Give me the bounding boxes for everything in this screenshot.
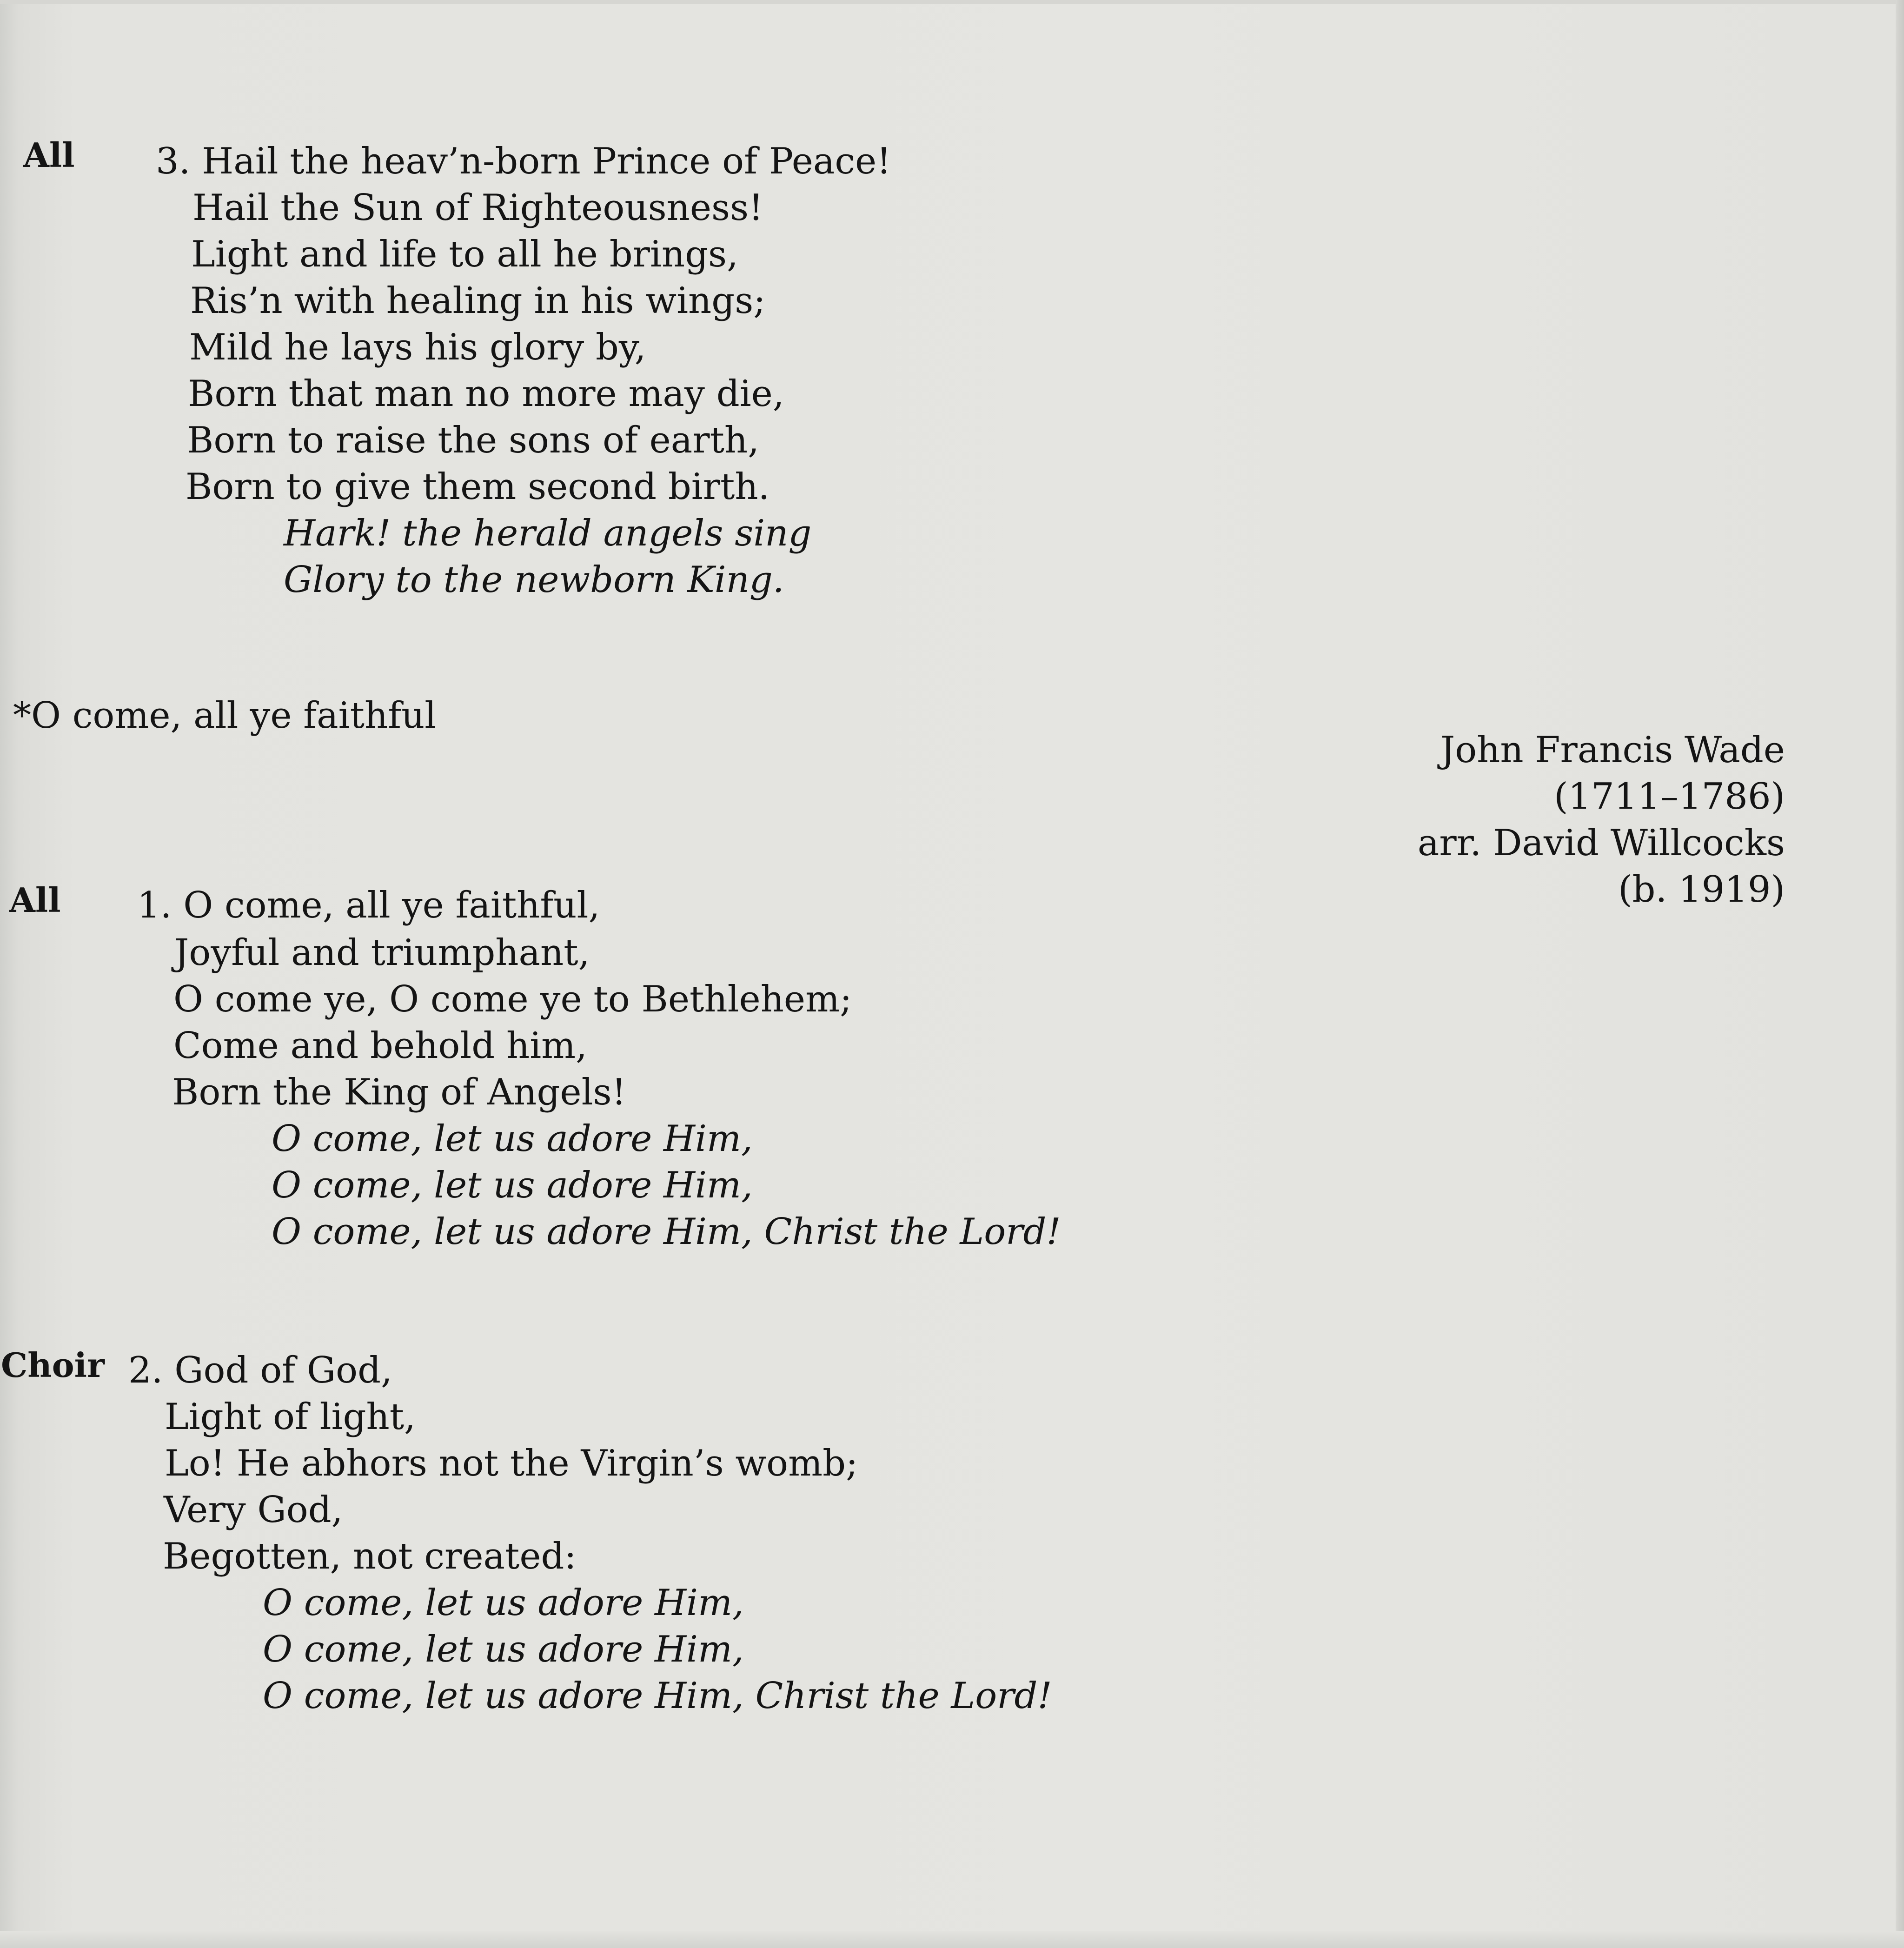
- refrain-line: O come, let us adore Him,: [263, 1582, 744, 1624]
- performer-label-all: All: [9, 880, 61, 920]
- page-top-edge: [0, 0, 1904, 4]
- verse-line: Very God,: [164, 1489, 343, 1531]
- performer-label-all: All: [23, 135, 75, 175]
- verse-line: Lo! He abhors not the Virgin’s womb;: [165, 1443, 858, 1484]
- refrain-line: O come, let us adore Him,: [272, 1118, 753, 1160]
- composer-dates: (1711–1786): [1554, 776, 1785, 818]
- page-bottom-edge: [0, 1931, 1904, 1948]
- verse-line: Hail the Sun of Righteousness!: [192, 187, 763, 229]
- verse-line: O come ye, O come ye to Bethlehem;: [173, 978, 852, 1020]
- refrain-line: Glory to the newborn King.: [284, 559, 784, 601]
- verse-line: Mild he lays his glory by,: [189, 326, 646, 368]
- verse-line: Come and behold him,: [173, 1025, 587, 1067]
- verse-line: Light of light,: [165, 1396, 416, 1438]
- verse-line: Light and life to all he brings,: [191, 233, 738, 275]
- verse-line: 1. O come, all ye faithful,: [137, 884, 600, 926]
- verse-line: Ris’n with healing in his wings;: [190, 280, 766, 322]
- verse-line: Born that man no more may die,: [188, 373, 784, 415]
- verse-line: 2. God of God,: [128, 1350, 392, 1391]
- verse-line: Begotten, not created:: [163, 1536, 577, 1577]
- refrain-line: O come, let us adore Him,: [263, 1629, 744, 1670]
- verse-line: Born to give them second birth.: [186, 466, 770, 508]
- verse-line: Born the King of Angels!: [172, 1071, 626, 1113]
- hymn-title: *O come, all ye faithful: [13, 695, 437, 737]
- refrain-line: O come, let us adore Him,: [272, 1164, 753, 1206]
- refrain-line: Hark! the herald angels sing: [284, 512, 812, 554]
- refrain-line: O come, let us adore Him, Christ the Lord!: [263, 1675, 1052, 1717]
- verse-line: Joyful and triumphant,: [174, 932, 590, 974]
- arranger-dates: (b. 1919): [1618, 869, 1785, 911]
- composer-name: John Francis Wade: [1440, 729, 1785, 771]
- refrain-line: O come, let us adore Him, Christ the Lord!: [272, 1211, 1061, 1253]
- verse-line: 3. Hail the heav’n-born Prince of Peace!: [156, 140, 891, 182]
- arranger-name: arr. David Willcocks: [1417, 822, 1785, 864]
- verse-line: Born to raise the sons of earth,: [187, 419, 759, 461]
- performer-label-choir: Choir: [1, 1345, 105, 1385]
- page-right-edge: [1896, 0, 1904, 1948]
